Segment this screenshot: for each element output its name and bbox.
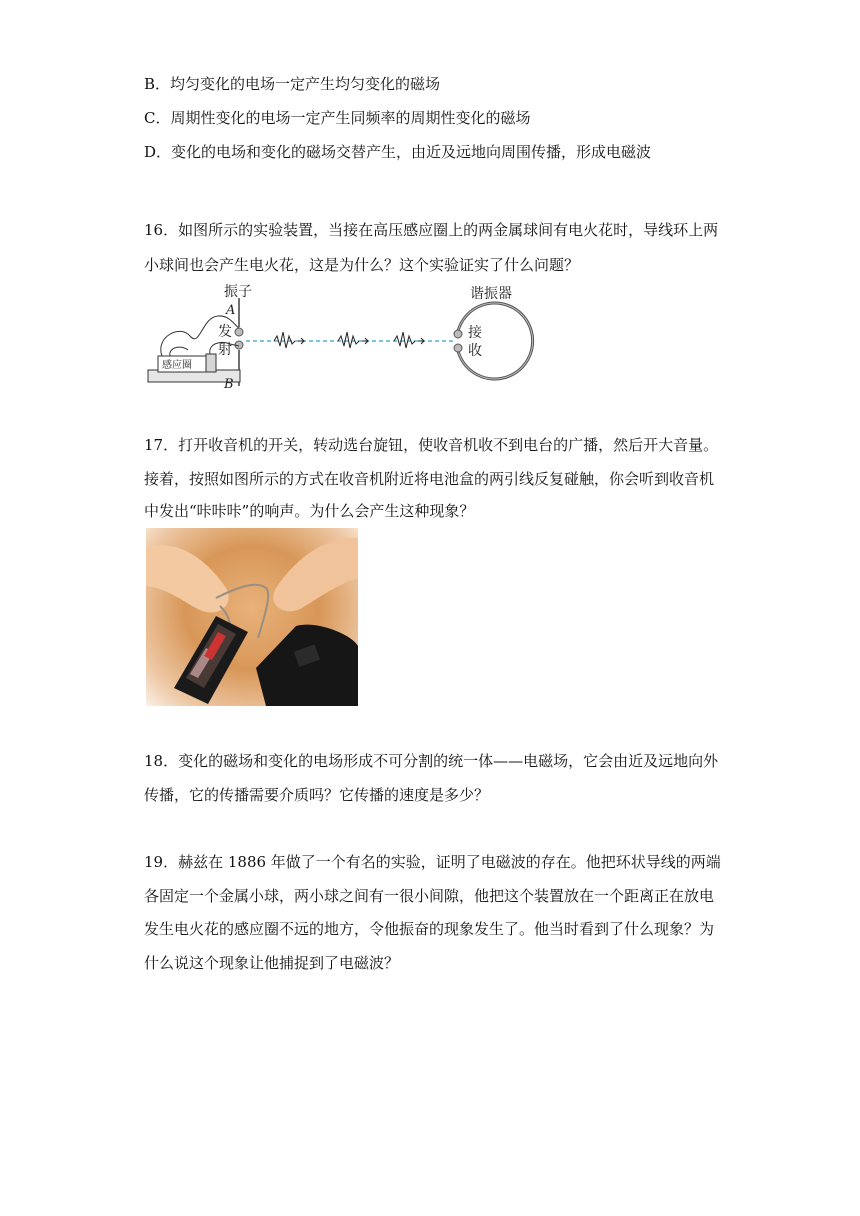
question-18-line-2: 传播，它的传播需要介质吗？它传播的速度是多少？ [144,786,490,804]
question-18-line-1: 18．变化的磁场和变化的电场形成不可分割的统一体——电磁场，它会由近及远地向外 [144,752,719,770]
question-17-line-1: 17．打开收音机的开关，转动选台旋钮，使收音机收不到电台的广播，然后开大音量。 [144,436,719,454]
oscillator-label: 振子 [224,284,252,300]
question-19-line-3: 发生电火花的感应圈不远的地方，令他振奋的现象发生了。他当时看到了什么现象？为 [144,920,715,938]
question-17-line-2: 接着，按照如图所示的方式在收音机附近将电池盒的两引线反复碰触，你会听到收音机 [144,470,715,488]
hertz-experiment-diagram [140,282,540,394]
option-b: B．均匀变化的电场一定产生均匀变化的磁场 [144,75,441,93]
emit-label-2: 射 [218,342,232,358]
resonator-label: 谐振器 [470,286,512,302]
label-b: B [224,377,234,392]
wave-packet-2 [338,332,359,348]
wave-packet-1 [274,332,295,348]
resonator-ball-bottom [454,344,462,352]
question-17-line-3: 中发出“咔咔咔”的响声。为什么会产生这种现象？ [144,502,475,520]
radio [256,625,358,706]
battery-box-radio-photo [146,528,358,706]
question-16-line-2: 小球间也会产生电火花，这是为什么？这个实验证实了什么问题？ [144,256,580,274]
wave-packet-3 [394,332,415,348]
resonator-ball-top [454,330,462,338]
emit-label-1: 发 [218,324,232,340]
label-a: A [226,303,236,318]
question-19-line-1: 19．赫兹在 1886 年做了一个有名的实验，证明了电磁波的存在。他把环状导线的两端 [144,853,721,871]
option-c: C．周期性变化的电场一定产生同频率的周期性变化的磁场 [144,109,531,127]
receive-label-1: 接 [468,325,482,341]
receive-label-2: 收 [468,343,482,359]
coil-label: 感应圈 [162,360,192,371]
question-19-line-2: 各固定一个金属小球，两小球之间有一很小间隙，他把这个装置放在一个距离正在放电 [144,887,715,905]
oscillator-ball-top [235,328,243,336]
question-19-line-4: 什么说这个现象让他捕捉到了电磁波？ [144,954,400,972]
question-16-line-1: 16．如图所示的实验装置，当接在高压感应圈上的两金属球间有电火花时，导线环上两 [144,221,719,239]
option-d: D．变化的电场和变化的磁场交替产生，由近及远地向周围传播，形成电磁波 [144,143,652,161]
